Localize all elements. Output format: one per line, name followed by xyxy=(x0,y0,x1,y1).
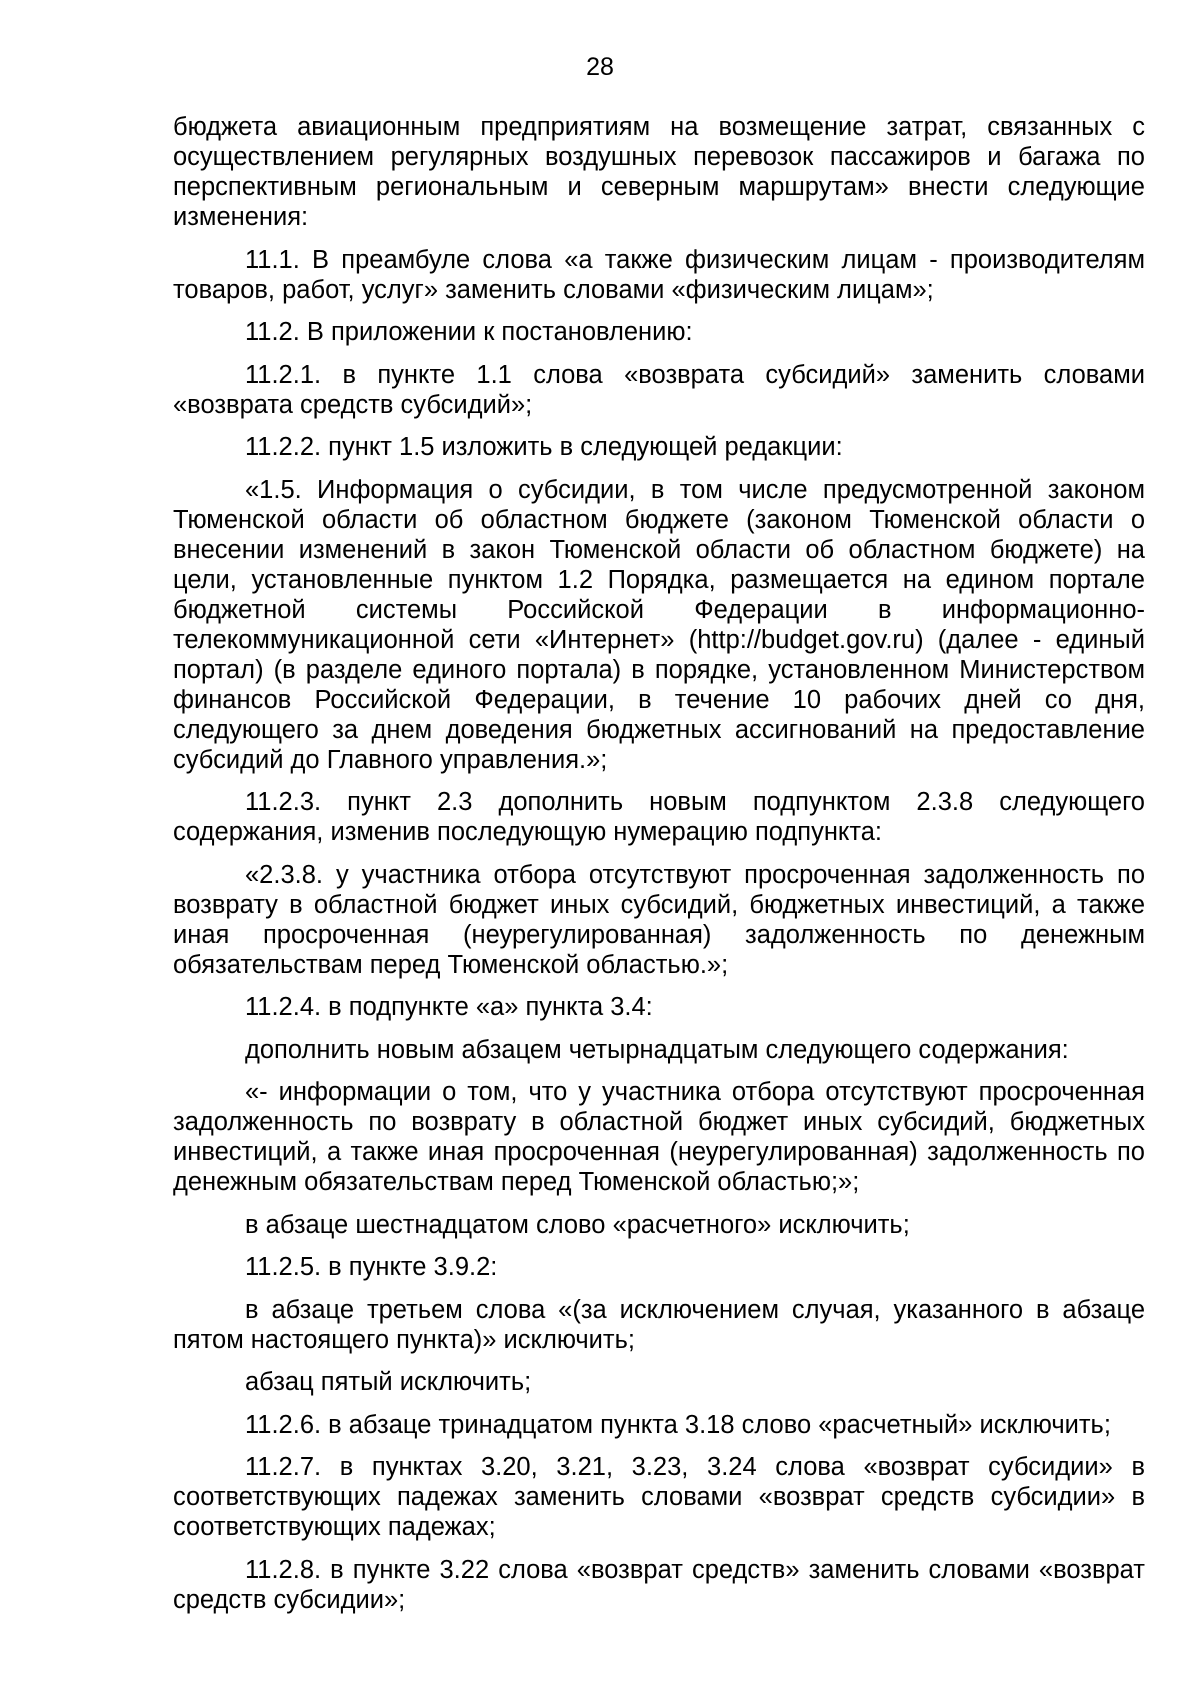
paragraph-11-2: 11.2. В приложении к постановлению: xyxy=(245,318,693,346)
paragraph-quote-info: «- информации о том, что у участника отбора отсутствуют просроченная задолженность по возврату в областной бюджет иных субсидий, бюджетных инвестиций, а также иная просроченная (неурегулированная) задолженность по денежным обязательствам перед Тюменской областью;»; xyxy=(173,1078,1145,1196)
paragraph-11-2-7: 11.2.7. в пунктах 3.20, 3.21, 3.23, 3.24 слова «возврат субсидии» в соответствующих падежах заменить словами «возврат средств субсидии» в соответствующих падежах; xyxy=(173,1453,1145,1541)
paragraph-continuation: бюджета авиационным предприятиям на возмещение затрат, связанных с осуществлением регулярных воздушных перевозок пассажиров и багажа по перспективным региональным и северным маршрутам» внести следующие изменения: xyxy=(173,113,1145,231)
paragraph-11-2-3: 11.2.3. пункт 2.3 дополнить новым подпунктом 2.3.8 следующего содержания, изменив последующую нумерацию подпункта: xyxy=(173,788,1145,846)
paragraph-quote-2-3-8: «2.3.8. у участника отбора отсутствуют просроченная задолженность по возврату в областной бюджет иных субсидий, бюджетных инвестиций, а также иная просроченная (неурегулированная) задолженность по денежным обязательствам перед Тюменской областью.»; xyxy=(173,860,1145,979)
paragraph-11-2-2: 11.2.2. пункт 1.5 изложить в следующей редакции: xyxy=(245,433,843,461)
paragraph-11-2-5: 11.2.5. в пункте 3.9.2: xyxy=(245,1253,498,1281)
paragraph-11-1: 11.1. В преамбуле слова «а также физическим лицам - производителям товаров, работ, услуг» заменить словами «физическим лицам»; xyxy=(173,245,1145,304)
paragraph-11-2-4: 11.2.4. в подпункте «а» пункта 3.4: xyxy=(245,993,653,1021)
paragraph-11-2-1: 11.2.1. в пункте 1.1 слова «возврата субсидий» заменить словами «возврата средств субсидий»; xyxy=(173,360,1145,419)
paragraph-add-abzac: дополнить новым абзацем четырнадцатым следующего содержания: xyxy=(245,1035,1069,1064)
paragraph-11-2-6: 11.2.6. в абзаце тринадцатом пункта 3.18 слово «расчетный» исключить; xyxy=(245,1410,1111,1439)
paragraph-11-2-8: 11.2.8. в пункте 3.22 слова «возврат средств» заменить словами «возврат средств субсидии»; xyxy=(173,1555,1145,1614)
document-body xyxy=(173,112,1145,1627)
paragraph-quote-1-5: «1.5. Информация о субсидии, в том числе предусмотренной законом Тюменской области об областном бюджете (законом Тюменской области о внесении изменений в закон Тюменской области об областном бюджете) на цели, установленные пунктом 1.2 Порядка, размещается на едином портале бюджетной системы Российской Федерации в информационно-телекоммуникационной сети «Интернет» (http://budget.gov.ru) (далее - единый портал) (в разделе единого портала) в порядке, установленном Министерством финансов Российской Федерации, в течение 10 рабочих дней со дня, следующего за днем доведения бюджетных ассигнований на предоставление субсидий до Главного управления.»; xyxy=(173,475,1145,774)
paragraph-abzac-5: абзац пятый исключить; xyxy=(245,1368,532,1396)
page-number: 28 xyxy=(586,53,614,81)
paragraph-abzac-3: в абзаце третьем слова «(за исключением случая, указанного в абзаце пятом настоящего пункта)» исключить; xyxy=(173,1295,1145,1354)
paragraph-abzac-16: в абзаце шестнадцатом слово «расчетного» исключить; xyxy=(245,1210,910,1239)
